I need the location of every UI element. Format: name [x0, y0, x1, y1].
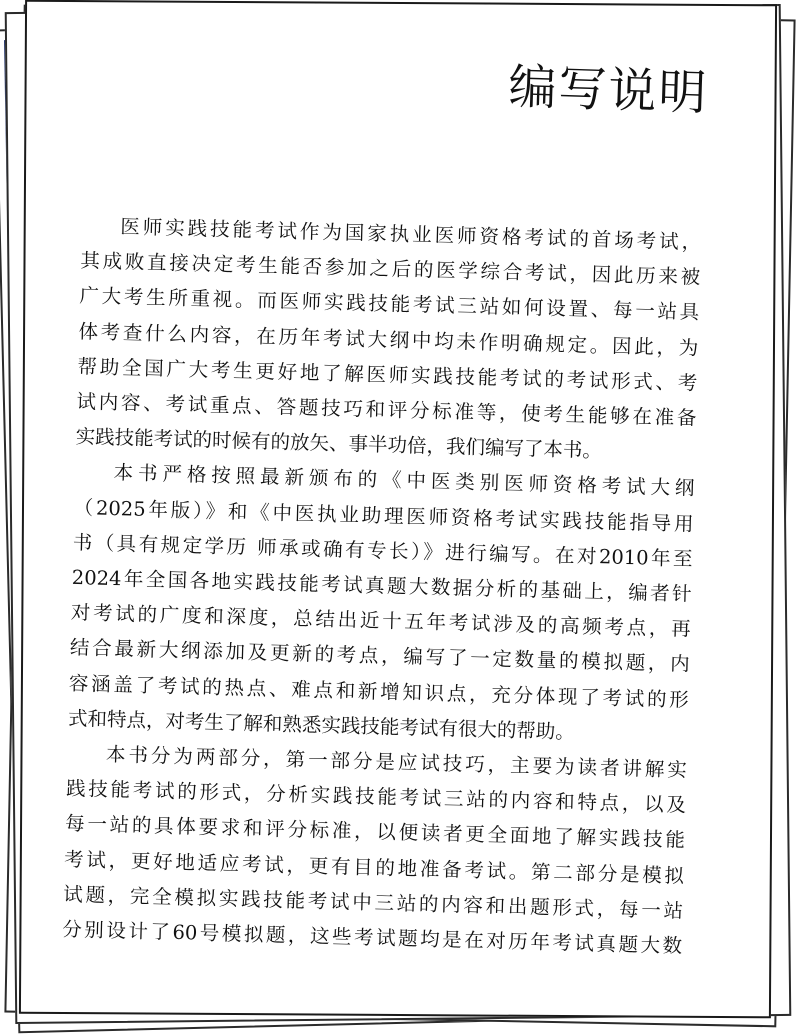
page-title: 编写说明 [507, 59, 710, 122]
text-line: 式和特点，对考生了解和熟悉实践技能考试有很大的帮助。 [67, 706, 576, 744]
text-line: 2024年全国各地实践技能考试真题大数据分析的基础上，编者针 [71, 565, 692, 606]
text-line: 践技能考试的形式，分析实践技能考试三站的内容和特点，以及 [65, 777, 687, 817]
text-line: 其成败直接决定考生能否参加之后的医学综合考试，因此历来被 [80, 249, 701, 290]
text-line: 本书分为两部分，第一部分是应试技巧，主要为读者讲解实 [105, 742, 688, 782]
paragraph [68, 454, 695, 752]
text-line: 体考查什么内容，在历年考试大纲中均未作明确规定。因此，为 [78, 319, 699, 360]
text-line: 分别设计了60号模拟题，这些考试题均是在对历年考试真题大数 [62, 917, 683, 958]
text-line: 医师实践技能考试作为国家执业医师资格考试的首场考试， [120, 215, 702, 254]
paragraph [75, 208, 701, 471]
paragraph [62, 736, 687, 964]
text-line: 本书严格按照最新颁布的《中医类别医师资格考试大纲 [113, 461, 695, 501]
body-text [62, 208, 702, 964]
text-line: 书（具有规定学历 师承或确有专长）》进行编写。在对2010年至 [72, 530, 693, 571]
text-line: 每一站的具体要求和评分标准，以便读者更全面地了解实践技能 [64, 812, 686, 853]
text-line: （2025年版）》和《中医执业助理医师资格考试实践技能指导用 [73, 495, 694, 536]
text-line: 容涵盖了考试的热点、难点和新增知识点，充分体现了考试的形 [68, 671, 690, 712]
text-line: 广大考生所重视。而医师实践技能考试三站如何设置、每一站具 [79, 284, 700, 325]
document-page [19, 0, 777, 1018]
text-line: 帮助全国广大考生更好地了解医师实践技能考试的考试形式、考 [77, 354, 698, 395]
text-line: 对考试的广度和深度，总结出近十五年考试涉及的高频考点，再 [70, 601, 691, 641]
text-line: 试内容、考试重点、答题技巧和评分标准等，使考生能够在准备 [76, 390, 697, 430]
text-line: 结合最新大纲添加及更新的考点，编写了一定数量的模拟题，内 [69, 636, 691, 677]
text-line: 实践技能考试的时候有的放矢、事半功倍，我们编写了本书。 [75, 425, 603, 463]
text-line: 试题，完全模拟实践技能考试中三站的内容和出题形式，每一站 [62, 882, 684, 923]
text-line: 考试，更好地适应考试，更有目的地准备考试。第二部分是模拟 [63, 847, 685, 888]
